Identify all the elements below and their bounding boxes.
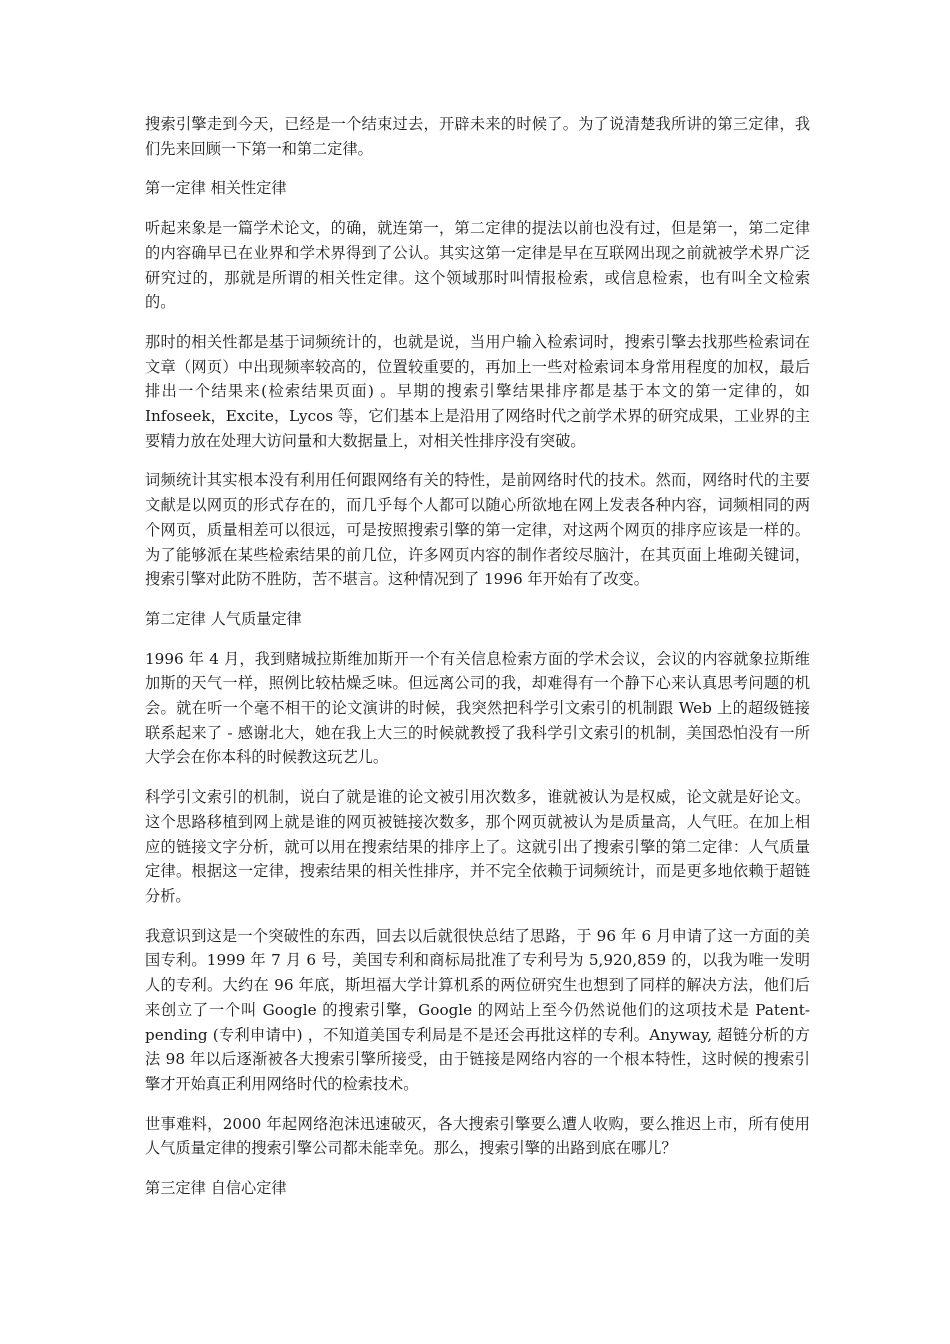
paragraph: 那时的相关性都是基于词频统计的，也就是说，当用户输入检索词时，搜索引擎去找那些检索词在文章（网页）中出现频率较高的，位置较重要的，再加上一些对检索词本身常用程度的加权，最后排出一个结果来(检索结果页面) 。早期的搜索引擎结果排序都是基于本文的第一定律的，如 Infoseek，Excite，Lycos 等，它们基本上是沿用了网络时代之前学术界的研究成果，工业界的主要精力放在处理大访问量和大数据量上，对相关性排序没有突破。 xyxy=(145,332,810,450)
section-heading-second-law: 第二定律 人气质量定律 xyxy=(145,609,302,628)
intro-paragraph: 搜索引擎走到今天，已经是一个结束过去，开辟未来的时候了。为了说清楚我所讲的第三定律，我们先来回顾一下第一和第二定律。 xyxy=(145,115,810,158)
section-heading-first-law: 第一定律 相关性定律 xyxy=(145,179,287,198)
paragraph: 世事难料，2000 年起网络泡沫迅速破灭，各大搜索引擎要么遭人收购，要么推迟上市，所有使用人气质量定律的搜索引擎公司都未能幸免。那么，搜索引擎的出路到底在哪儿？ xyxy=(145,1114,810,1158)
document-body xyxy=(145,112,810,1216)
paragraph: 1996 年 4 月，我到赌城拉斯维加斯开一个有关信息检索方面的学术会议，会议的内容就象拉斯维加斯的天气一样，照例比较枯燥乏味。但远离公司的我，却难得有一个静下心来认真思考问题的机会。就在听一个毫不相干的论文演讲的时候，我突然把科学引文索引的机制跟 Web 上的超级链接联系起来了 - 感谢北大，她在我上大三的时候就教授了我科学引文索引的机制，美国恐怕没有一所大学会在你本科的时候教这玩艺儿。 xyxy=(145,649,810,767)
paragraph: 听起来象是一篇学术论文，的确，就连第一，第二定律的提法以前也没有过，但是第一，第二定律的内容确早已在业界和学术界得到了公认。其实这第一定律是早在互联网出现之前就被学术界广泛研究过的，那就是所谓的相关性定律。这个领域那时叫情报检索，或信息检索，也有叫全文检索的。 xyxy=(145,219,810,312)
paragraph: 词频统计其实根本没有利用任何跟网络有关的特性，是前网络时代的技术。然而，网络时代的主要文献是以网页的形式存在的，而几乎每个人都可以随心所欲地在网上发表各种内容，词频相同的两个网页，质量相差可以很远，可是按照搜索引擎的第一定律，对这两个网页的排序应该是一样的。为了能够派在某些检索结果的前几位，许多网页内容的制作者绞尽脑汁，在其页面上堆砌关键词，搜索引擎对此防不胜防，苦不堪言。这种情况到了 1996 年开始有了改变。 xyxy=(145,471,810,589)
paragraph: 我意识到这是一个突破性的东西，回去以后就很快总结了思路，于 96 年 6 月申请了这一方面的美国专利。1999 年 7 月 6 号，美国专利和商标局批准了专利号为 5,920,859 的，以我为唯一发明人的专利。大约在 96 年底，斯坦福大学计算机系的两位研究生也想到了同样的解决方法，他们后来创立了一个叫 Google 的搜索引擎，Google 的网站上至今仍然说他们的这项技术是 Patent-pending (专利申请中) ，不知道美国专利局是不是还会再批这样的专利。Anyway, 超链分析的方法 98 年以后逐渐被各大搜索引擎所接受，由于链接是网络内容的一个根本特性，这时候的搜索引擎才开始真正利用网络时代的检索技术。 xyxy=(145,926,810,1093)
paragraph: 科学引文索引的机制，说白了就是谁的论文被引用次数多，谁就被认为是权威，论文就是好论文。这个思路移植到网上就是谁的网页被链接次数多，那个网页就被认为是质量高，人气旺。在加上相应的链接文字分析，就可以用在搜索结果的排序上了。这就引出了搜索引擎的第二定律：人气质量定律。根据这一定律，搜索结果的相关性排序，并不完全依赖于词频统计，而是更多地依赖于超链分析。 xyxy=(145,788,810,905)
section-heading-third-law: 第三定律 自信心定律 xyxy=(145,1179,287,1198)
